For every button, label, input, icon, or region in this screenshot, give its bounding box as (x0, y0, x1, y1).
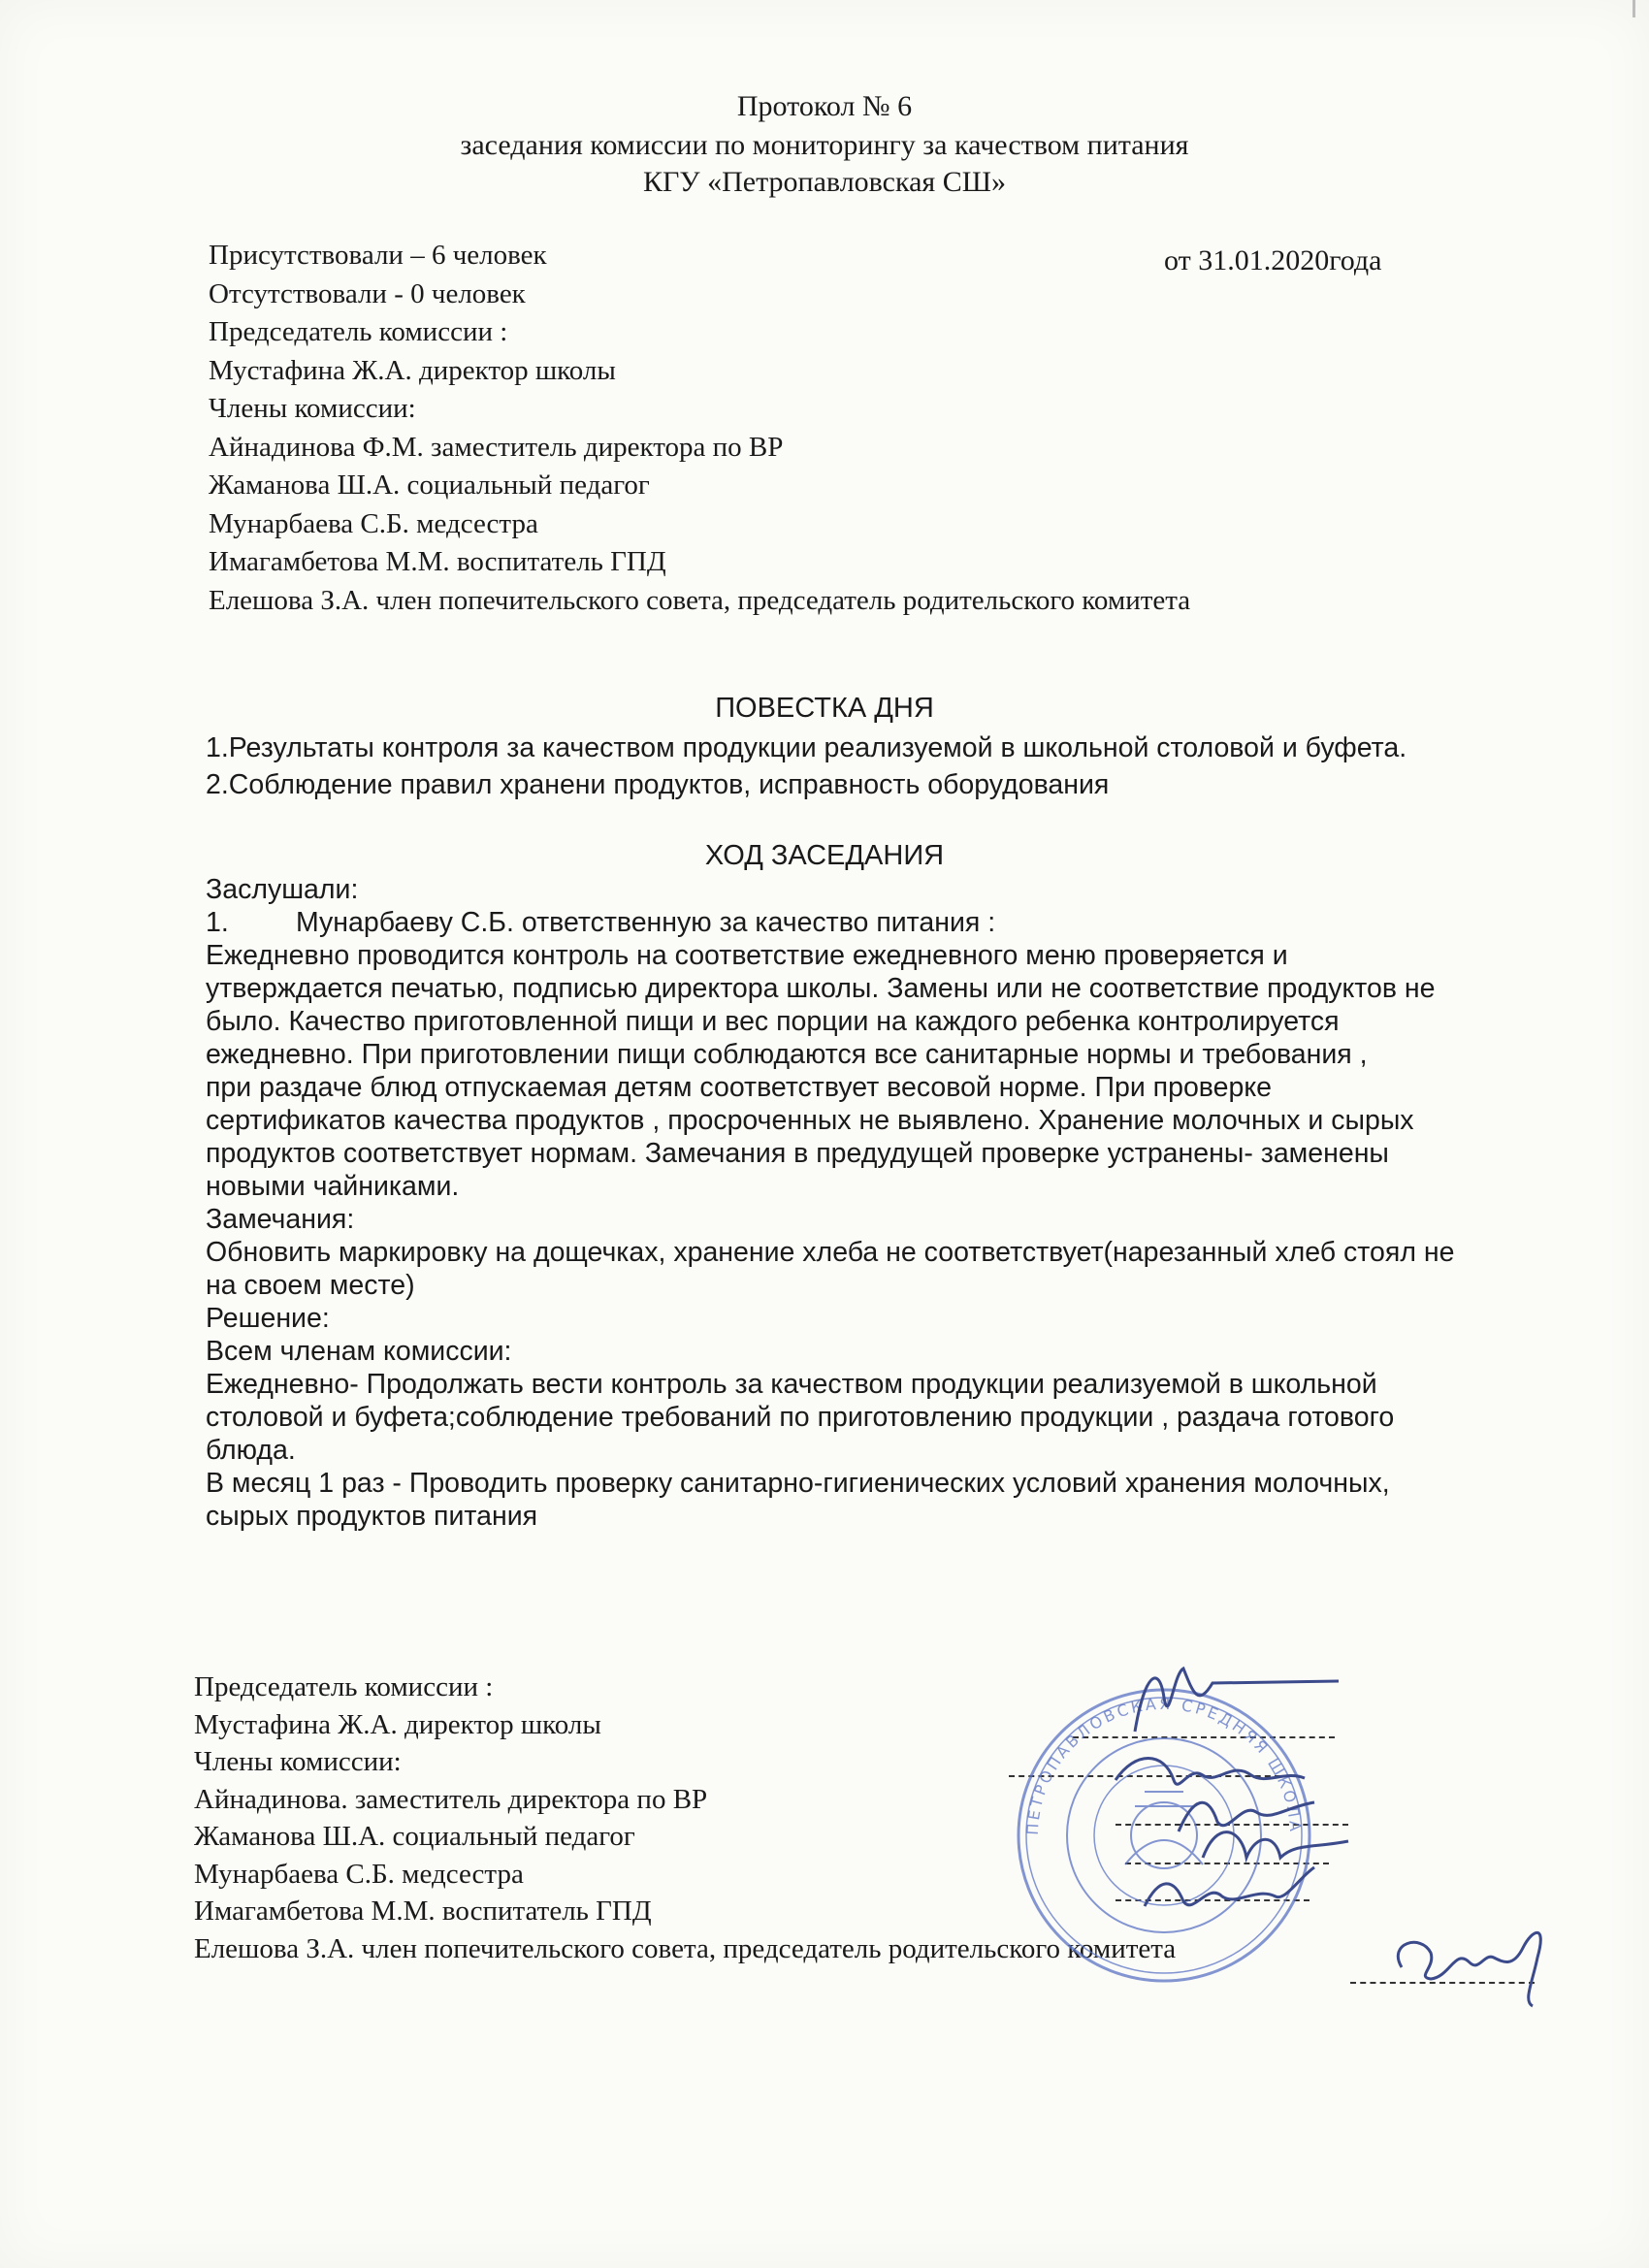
sign-member-line: Жаманова Ш.А. социальный педагог (194, 1821, 635, 1852)
signature-member-5 (1377, 1909, 1571, 2016)
report-line: при раздаче блюд отпускаемая детям соответствует весовой норме. При проверке (206, 1072, 1272, 1103)
protocol-subtitle: заседания комиссии по мониторингу за качеством питания (460, 129, 1189, 161)
decision-addressee: Всем членам комиссии: (206, 1336, 512, 1367)
sign-member-line: Имагамбетова М.М. воспитатель ГПД (194, 1895, 652, 1927)
proceedings-body (206, 873, 1564, 1533)
agenda-list (206, 729, 1564, 803)
remarks-line: на своем месте) (206, 1270, 415, 1301)
report-line: сертификатов качества продуктов , просроченных не выявлено. Хранение молочных и сырых (206, 1105, 1414, 1136)
present-count: Присутствовали – 6 человек (209, 240, 547, 271)
chair-name: Мустафина Ж.А. директор школы (209, 354, 616, 386)
sign-member-line: Мунарбаева С.Б. медсестра (194, 1858, 524, 1890)
decision-line: сырых продуктов питания (206, 1501, 538, 1532)
sign-chair-name: Мустафина Ж.А. директор школы (194, 1708, 601, 1740)
signature-member-4 (1130, 1858, 1324, 1926)
protocol-title: Протокол № 6 (736, 90, 913, 122)
absent-count: Отсутствовали - 0 человек (209, 277, 526, 309)
agenda-heading: ПОВЕСТКА ДНЯ (715, 693, 934, 724)
member-line: Жаманова Ш.А. социальный педагог (209, 470, 650, 501)
report-line: утверждается печатью, подписью директора школы. Замены или не соответствие продуктов не (206, 973, 1436, 1004)
attendance-block (209, 237, 1190, 620)
decision-line: Ежедневно- Продолжать вести контроль за качеством продукции реализуемой в школьной (206, 1369, 1377, 1400)
organization-name: КГУ «Петропавловская СШ» (643, 166, 1006, 198)
proceedings-heading: ХОД ЗАСЕДАНИЯ (704, 840, 945, 871)
remarks-label: Замечания: (206, 1204, 355, 1235)
report-line: было. Качество приготовленной пищи и вес порции на каждого ребенка контролируется (206, 1006, 1340, 1037)
member-line: Айнадинова Ф.М. заместитель директора по ВР (209, 431, 784, 463)
chair-label: Председатель комиссии : (209, 316, 508, 347)
decision-line: В месяц 1 раз - Проводить проверку санитарно-гигиенических условий хранения молочных, (206, 1468, 1390, 1499)
sign-members-label: Члены комиссии: (194, 1746, 402, 1777)
agenda-item: 2.Соблюдение правил хранени продуктов, исправность оборудования (206, 769, 1110, 800)
member-line: Имагамбетова М.М. воспитатель ГПД (209, 546, 666, 577)
item-number: 1. (206, 907, 229, 938)
member-line: Мунарбаева С.Б. медсестра (209, 507, 538, 539)
report-line: новыми чайниками. (206, 1171, 460, 1202)
decision-label: Решение: (206, 1303, 330, 1334)
sign-chair-label: Председатель комиссии : (194, 1671, 494, 1702)
heard-item (206, 906, 1564, 939)
meeting-date: от 31.01.2020года (1164, 244, 1382, 276)
sign-member-line: Елешова З.А. член попечительского совета, председатель родительского комитета (194, 1932, 1177, 1964)
heard-label: Заслушали: (206, 874, 359, 905)
sign-member-line: Айнадинова. заместитель директора по ВР (194, 1783, 708, 1815)
staple-mark (1633, 0, 1635, 17)
report-line: ежедневно. При приготовлении пищи соблюдаются все санитарные нормы и требования , (206, 1039, 1368, 1070)
agenda-item: 1.Результаты контроля за качеством продукции реализуемой в школьной столовой и буфета. (206, 732, 1407, 763)
seal-text: ПЕТРОПАВЛОВСКАЯ СРЕДНЯЯ ШКОЛА (1022, 1694, 1306, 1836)
remarks-line: Обновить маркировку на дощечках, хранение хлеба не соответствует(нарезанный хлеб стоял не (206, 1237, 1455, 1268)
member-line: Елешова З.А. член попечительского совета, председатель родительского комитета (209, 584, 1191, 616)
decision-line: блюда. (206, 1435, 296, 1466)
report-line: продуктов соответствует нормам. Замечания в предудущей проверке устранены- заменены (206, 1138, 1389, 1169)
signature-chair (1106, 1654, 1358, 1741)
members-label: Члены комиссии: (209, 393, 416, 424)
item-text: Мунарбаеву С.Б. ответственную за качество питания : (296, 907, 996, 938)
report-line: Ежедневно проводится контроль на соответствие ежедневного меню проверяется и (206, 940, 1288, 971)
decision-line: столовой и буфета;соблюдение требований по приготовлению продукции , раздача готового (206, 1402, 1395, 1433)
